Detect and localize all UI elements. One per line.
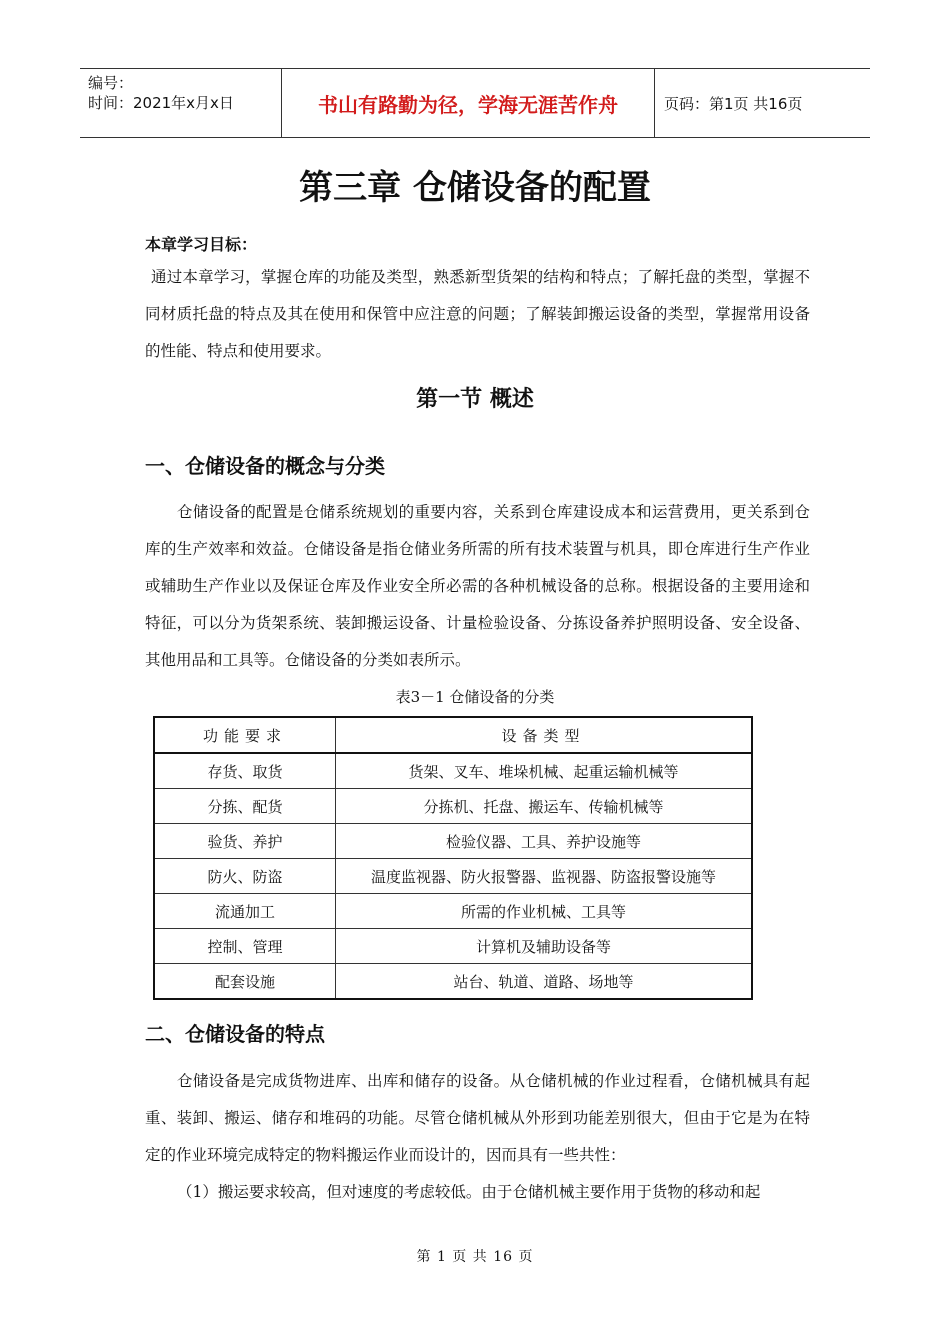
table-cell-equipment: 温度监视器、防火报警器、监视器、防盗报警设施等 <box>336 859 753 894</box>
table-header-function: 功能要求 <box>154 717 336 753</box>
goals-label: 本章学习目标： <box>145 235 258 254</box>
table-header-row <box>154 717 752 753</box>
table-cell-equipment: 检验仪器、工具、养护设施等 <box>336 824 753 859</box>
section-title: 第一节 概述 <box>416 387 534 412</box>
table-cell-equipment: 货架、叉车、堆垛机械、起重运输机械等 <box>336 753 753 789</box>
part2-heading: 二、仓储设备的特点 <box>145 1022 325 1046</box>
table-cell-function: 配套设施 <box>154 964 336 1000</box>
table-cell-equipment: 分拣机、托盘、搬运车、传输机械等 <box>336 789 753 824</box>
equipment-classification-table <box>153 716 753 1000</box>
table-cell-function: 流通加工 <box>154 894 336 929</box>
table-caption: 表3－1 仓储设备的分类 <box>395 688 555 706</box>
table-header-equipment: 设备类型 <box>336 717 753 753</box>
table-row <box>154 753 752 789</box>
part2-paragraph: 仓储设备是完成货物进库、出库和储存的设备。从仓储机械的作业过程看，仓储机械具有起重、装卸、搬运、储存和堆码的功能。尽管仓储机械从外形到功能差别很大，但由于它是为在特定的作业环境完成特定的物料搬运作业而设计的，因而具有一些共性： <box>145 1072 810 1164</box>
part1-paragraph: 仓储设备的配置是仓储系统规划的重要内容，关系到仓库建设成本和运营费用，更关系到仓库的生产效率和效益。仓储设备是指仓储业务所需的所有技术装置与机具，即仓库进行生产作业或辅助生产作业以及保证仓库及作业安全所必需的各种机械设备的总称。根据设备的主要用途和特征，可以分为货架系统、装卸搬运设备、计量检验设备、分拣设备养护照明设备、安全设备、其他用品和工具等。仓储设备的分类如表所示。 <box>145 503 810 669</box>
goals-paragraph: 通过本章学习，掌握仓库的功能及类型，熟悉新型货架的结构和特点；了解托盘的类型，掌握不同材质托盘的特点及其在使用和保管中应注意的问题；了解装卸搬运设备的类型，掌握常用设备的性能、特点和使用要求。 <box>145 268 810 360</box>
table-row <box>154 859 752 894</box>
header-meta <box>88 73 278 113</box>
page-header <box>80 68 870 138</box>
table-cell-function: 验货、养护 <box>154 824 336 859</box>
table-cell-equipment: 所需的作业机械、工具等 <box>336 894 753 929</box>
table-cell-equipment: 站台、轨道、道路、场地等 <box>336 964 753 1000</box>
table-cell-function: 分拣、配货 <box>154 789 336 824</box>
header-number-label: 编号： <box>88 74 134 92</box>
header-page-info: 页码：第1页 共16页 <box>664 94 803 113</box>
part1-heading: 一、仓储设备的概念与分类 <box>145 454 385 478</box>
table-cell-equipment: 计算机及辅助设备等 <box>336 929 753 964</box>
table-row <box>154 789 752 824</box>
table-row <box>154 964 752 1000</box>
table-cell-function: 控制、管理 <box>154 929 336 964</box>
header-motto: 书山有路勤为径，学海无涯苦作舟 <box>281 69 655 137</box>
chapter-title: 第三章 仓储设备的配置 <box>299 168 651 208</box>
table-cell-function: 存货、取货 <box>154 753 336 789</box>
header-time-label: 时间：2021年x月x日 <box>88 94 234 112</box>
part2-item1: （1）搬运要求较高，但对速度的考虑较低。由于仓储机械主要作用于货物的移动和起 <box>177 1183 761 1201</box>
page-footer: 第 1 页 共 16 页 <box>416 1249 534 1265</box>
table-row <box>154 894 752 929</box>
table-row <box>154 929 752 964</box>
table-row <box>154 824 752 859</box>
table-cell-function: 防火、防盗 <box>154 859 336 894</box>
